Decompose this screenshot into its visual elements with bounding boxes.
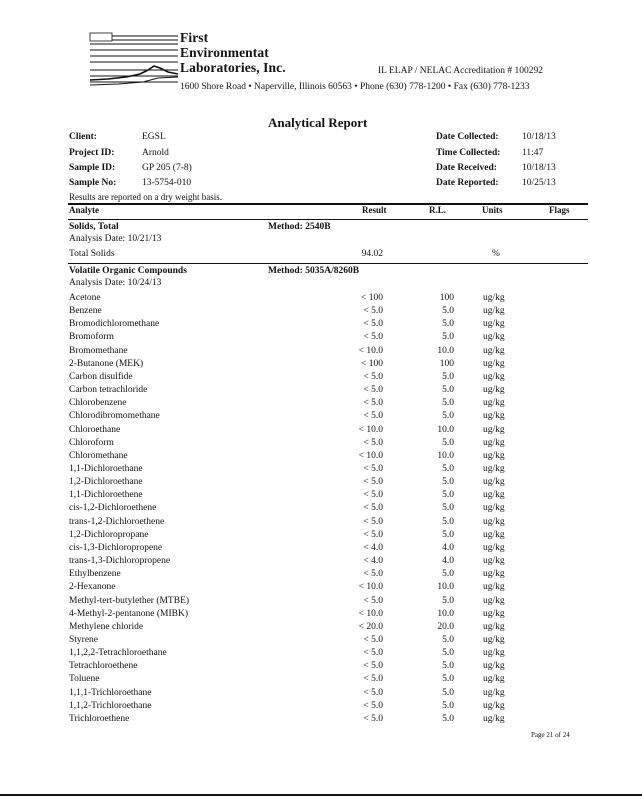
units-value: ug/kg (483, 529, 505, 540)
sample-no-value: 13-5754-010 (142, 178, 192, 188)
analyte-name: Methylene chloride (69, 621, 144, 632)
date-reported-value: 10/25/13 (522, 178, 556, 188)
reporting-limit: 5.0 (442, 595, 454, 606)
header-top-rule (68, 203, 588, 205)
reporting-limit: 100 (439, 293, 454, 303)
analyte-name: 1,1,2,2-Tetrachloroethane (69, 648, 167, 658)
section-analysis-date-voc: Analysis Date: 10/24/13 (69, 278, 162, 288)
analyte-name: trans-1,3-Dichloropropene (69, 556, 171, 566)
units-value: ug/kg (483, 332, 505, 343)
result-value: < 5.0 (363, 595, 383, 606)
reporting-limit: 5.0 (442, 713, 454, 724)
analyte-name: Methyl-tert-butylether (MTBE) (69, 595, 190, 606)
units-value: ug/kg (483, 398, 505, 409)
result-value: < 4.0 (363, 542, 383, 553)
units-value: ug/kg (483, 713, 505, 724)
result-value: < 5.0 (363, 319, 383, 330)
analyte-name: Bromomethane (69, 345, 128, 356)
result-value: < 5.0 (363, 464, 383, 474)
reporting-limit: 10.0 (437, 582, 454, 593)
units-value: ug/kg (483, 582, 505, 593)
result-value: < 5.0 (363, 674, 383, 685)
reporting-limit: 5.0 (442, 674, 454, 685)
analyte-name: cis-1,3-Dichloropropene (69, 542, 163, 553)
reporting-limit: 5.0 (442, 385, 454, 396)
solids-analyte: Total Solids (69, 249, 115, 259)
col-header-analyte: Analyte (69, 205, 99, 215)
reporting-limit: 10.0 (437, 608, 454, 619)
analyte-name: Chloroethane (69, 424, 121, 435)
time-collected-value: 11:47 (522, 148, 544, 158)
result-value: < 5.0 (363, 371, 383, 382)
analyte-name: 1,1-Dichloroethene (69, 490, 143, 501)
result-value: < 10.0 (358, 608, 383, 619)
reporting-limit: 100 (439, 358, 454, 369)
date-collected-value: 10/18/13 (522, 132, 556, 142)
result-value: < 10.0 (358, 424, 383, 435)
analyte-name: 1,1,1-Trichloroethane (69, 687, 152, 698)
date-collected-label: Date Collected: (436, 132, 499, 142)
result-value: < 5.0 (363, 398, 383, 409)
result-value: < 5.0 (363, 437, 383, 448)
reporting-limit: 5.0 (442, 464, 454, 474)
reporting-limit: 20.0 (437, 621, 454, 632)
reporting-limit: 5.0 (442, 516, 454, 527)
reporting-limit: 5.0 (442, 661, 454, 672)
analyte-name: 1,1,2-Trichloroethane (69, 700, 152, 711)
client-value: EGSL (142, 132, 166, 142)
result-value: < 100 (361, 358, 383, 369)
analyte-name: 2-Butanone (MEK) (69, 358, 144, 369)
result-value: < 10.0 (358, 450, 383, 461)
result-value: < 10.0 (358, 582, 383, 593)
units-value: ug/kg (483, 542, 505, 553)
company-name-line-2: Environmentat (180, 45, 269, 60)
section-divider (68, 263, 588, 264)
units-value: ug/kg (483, 621, 505, 632)
units-value: ug/kg (483, 450, 505, 461)
result-value: < 5.0 (363, 516, 383, 527)
units-value: ug/kg (483, 477, 505, 488)
units-value: ug/kg (483, 687, 505, 698)
analyte-name: 1,1-Dichloroethane (69, 464, 143, 474)
result-value: < 5.0 (363, 661, 383, 672)
col-header-flags: Flags (549, 205, 570, 215)
analyte-name: Acetone (69, 293, 101, 303)
analyte-name: 1,2-Dichloropropane (69, 529, 149, 540)
sample-no-label: Sample No: (69, 178, 117, 188)
section-title-solids: Solids, Total (69, 222, 119, 232)
solids-units: % (492, 249, 500, 259)
dry-weight-note: Results are reported on a dry weight basis. (69, 192, 222, 202)
section-method-voc: Method: 5035A/8260B (268, 266, 360, 276)
units-value: ug/kg (483, 516, 505, 527)
units-value: ug/kg (483, 306, 505, 317)
units-value: ug/kg (483, 490, 505, 501)
reporting-limit: 10.0 (437, 450, 454, 461)
reporting-limit: 10.0 (437, 345, 454, 356)
reporting-limit: 5.0 (442, 371, 454, 382)
units-value: ug/kg (483, 674, 505, 685)
analyte-name: Chloroform (69, 437, 114, 448)
units-value: ug/kg (483, 411, 505, 422)
solids-result: 94.02 (361, 249, 383, 259)
reporting-limit: 5.0 (442, 490, 454, 501)
analyte-name: Tetrachloroethene (69, 661, 138, 672)
units-value: ug/kg (483, 661, 505, 672)
project-id-value: Arnold (142, 148, 169, 158)
result-value: < 5.0 (363, 306, 383, 317)
analyte-name: Ethylbenzene (69, 569, 121, 580)
col-header-rl: R.L. (429, 205, 447, 215)
analyte-name: Trichloroethene (69, 713, 130, 724)
reporting-limit: 5.0 (442, 477, 454, 488)
report-title: Analytical Report (268, 115, 368, 130)
header-bottom-rule (68, 219, 588, 220)
units-value: ug/kg (483, 464, 505, 474)
section-title-voc: Volatile Organic Compounds (69, 266, 187, 276)
result-value: < 5.0 (363, 503, 383, 514)
project-id-label: Project ID: (69, 148, 115, 158)
result-value: < 5.0 (363, 411, 383, 422)
reporting-limit: 5.0 (442, 332, 454, 343)
units-value: ug/kg (483, 595, 505, 606)
company-name-line-3: Laboratories, Inc. (180, 60, 286, 75)
analyte-name: Chlorodibromomethane (69, 411, 160, 422)
analyte-name: Carbon disulfide (69, 371, 133, 382)
units-value: ug/kg (483, 556, 505, 566)
result-value: < 5.0 (363, 529, 383, 540)
reporting-limit: 10.0 (437, 424, 454, 435)
reporting-limit: 5.0 (442, 411, 454, 422)
reporting-limit: 5.0 (442, 634, 454, 645)
units-value: ug/kg (483, 319, 505, 330)
result-value: < 5.0 (363, 490, 383, 501)
reporting-limit: 5.0 (442, 398, 454, 409)
accreditation-text: IL ELAP / NELAC Accreditation # 100292 (378, 66, 543, 76)
result-value: < 5.0 (363, 713, 383, 724)
units-value: ug/kg (483, 293, 505, 303)
analyte-name: 4-Methyl-2-pentanone (MIBK) (69, 608, 188, 619)
result-value: < 5.0 (363, 477, 383, 488)
units-value: ug/kg (483, 424, 505, 435)
reporting-limit: 5.0 (442, 700, 454, 711)
units-value: ug/kg (483, 700, 505, 711)
analyte-name: Chlorobenzene (69, 398, 127, 409)
result-value: < 5.0 (363, 648, 383, 658)
units-value: ug/kg (483, 569, 505, 580)
analyte-name: cis-1,2-Dichloroethene (69, 503, 157, 514)
time-collected-label: Time Collected: (436, 148, 501, 158)
analyte-name: Toluene (69, 674, 100, 685)
analyte-name: 1,2-Dichloroethane (69, 477, 143, 488)
result-value: < 5.0 (363, 569, 383, 580)
units-value: ug/kg (483, 608, 505, 619)
result-value: < 4.0 (363, 556, 383, 566)
reporting-limit: 5.0 (442, 306, 454, 317)
units-value: ug/kg (483, 437, 505, 448)
reporting-limit: 5.0 (442, 437, 454, 448)
units-value: ug/kg (483, 503, 505, 514)
analyte-name: trans-1,2-Dichloroethene (69, 516, 165, 527)
result-value: < 5.0 (363, 634, 383, 645)
analyte-name: Bromodichloromethane (69, 319, 160, 330)
reporting-limit: 5.0 (442, 569, 454, 580)
reporting-limit: 5.0 (442, 503, 454, 514)
units-value: ug/kg (483, 648, 505, 658)
result-value: < 5.0 (363, 385, 383, 396)
result-value: < 20.0 (358, 621, 383, 632)
client-label: Client: (69, 132, 97, 142)
analyte-name: Bromoform (69, 332, 114, 343)
reporting-limit: 5.0 (442, 319, 454, 330)
col-header-units: Units (482, 205, 503, 215)
date-received-label: Date Received: (436, 163, 497, 173)
analyte-name: Chloromethane (69, 450, 128, 461)
section-analysis-date-solids: Analysis Date: 10/21/13 (69, 234, 162, 244)
result-value: < 100 (361, 293, 383, 303)
units-value: ug/kg (483, 358, 505, 369)
result-value: < 5.0 (363, 687, 383, 698)
date-reported-label: Date Reported: (436, 178, 499, 188)
page-number: Page 21 of 24 (531, 731, 570, 739)
date-received-value: 10/18/13 (522, 163, 556, 173)
units-value: ug/kg (483, 634, 505, 645)
section-method-solids: Method: 2540B (268, 222, 331, 232)
reporting-limit: 5.0 (442, 687, 454, 698)
units-value: ug/kg (483, 371, 505, 382)
reporting-limit: 5.0 (442, 529, 454, 540)
reporting-limit: 4.0 (442, 542, 454, 553)
analyte-name: Benzene (69, 306, 102, 317)
reporting-limit: 5.0 (442, 648, 454, 658)
result-value: < 10.0 (358, 345, 383, 356)
units-value: ug/kg (483, 385, 505, 396)
result-value: < 5.0 (363, 700, 383, 711)
analyte-name: Styrene (69, 634, 99, 645)
sample-id-label: Sample ID: (69, 163, 116, 173)
reporting-limit: 4.0 (442, 556, 454, 566)
company-logo-graphic (88, 30, 180, 92)
company-name-line-1: First (180, 30, 209, 45)
address-line: 1600 Shore Road • Naperville, Illinois 60563 • Phone (630) 778-1200 • Fax (630) 778-1233 (180, 82, 530, 92)
sample-id-value: GP 205 (7-8) (142, 163, 192, 173)
analyte-name: 2-Hexanone (69, 582, 116, 593)
result-value: < 5.0 (363, 332, 383, 343)
col-header-result: Result (362, 205, 387, 215)
units-value: ug/kg (483, 345, 505, 356)
analyte-name: Carbon tetrachloride (69, 385, 148, 396)
bottom-edge-rule (0, 794, 642, 796)
